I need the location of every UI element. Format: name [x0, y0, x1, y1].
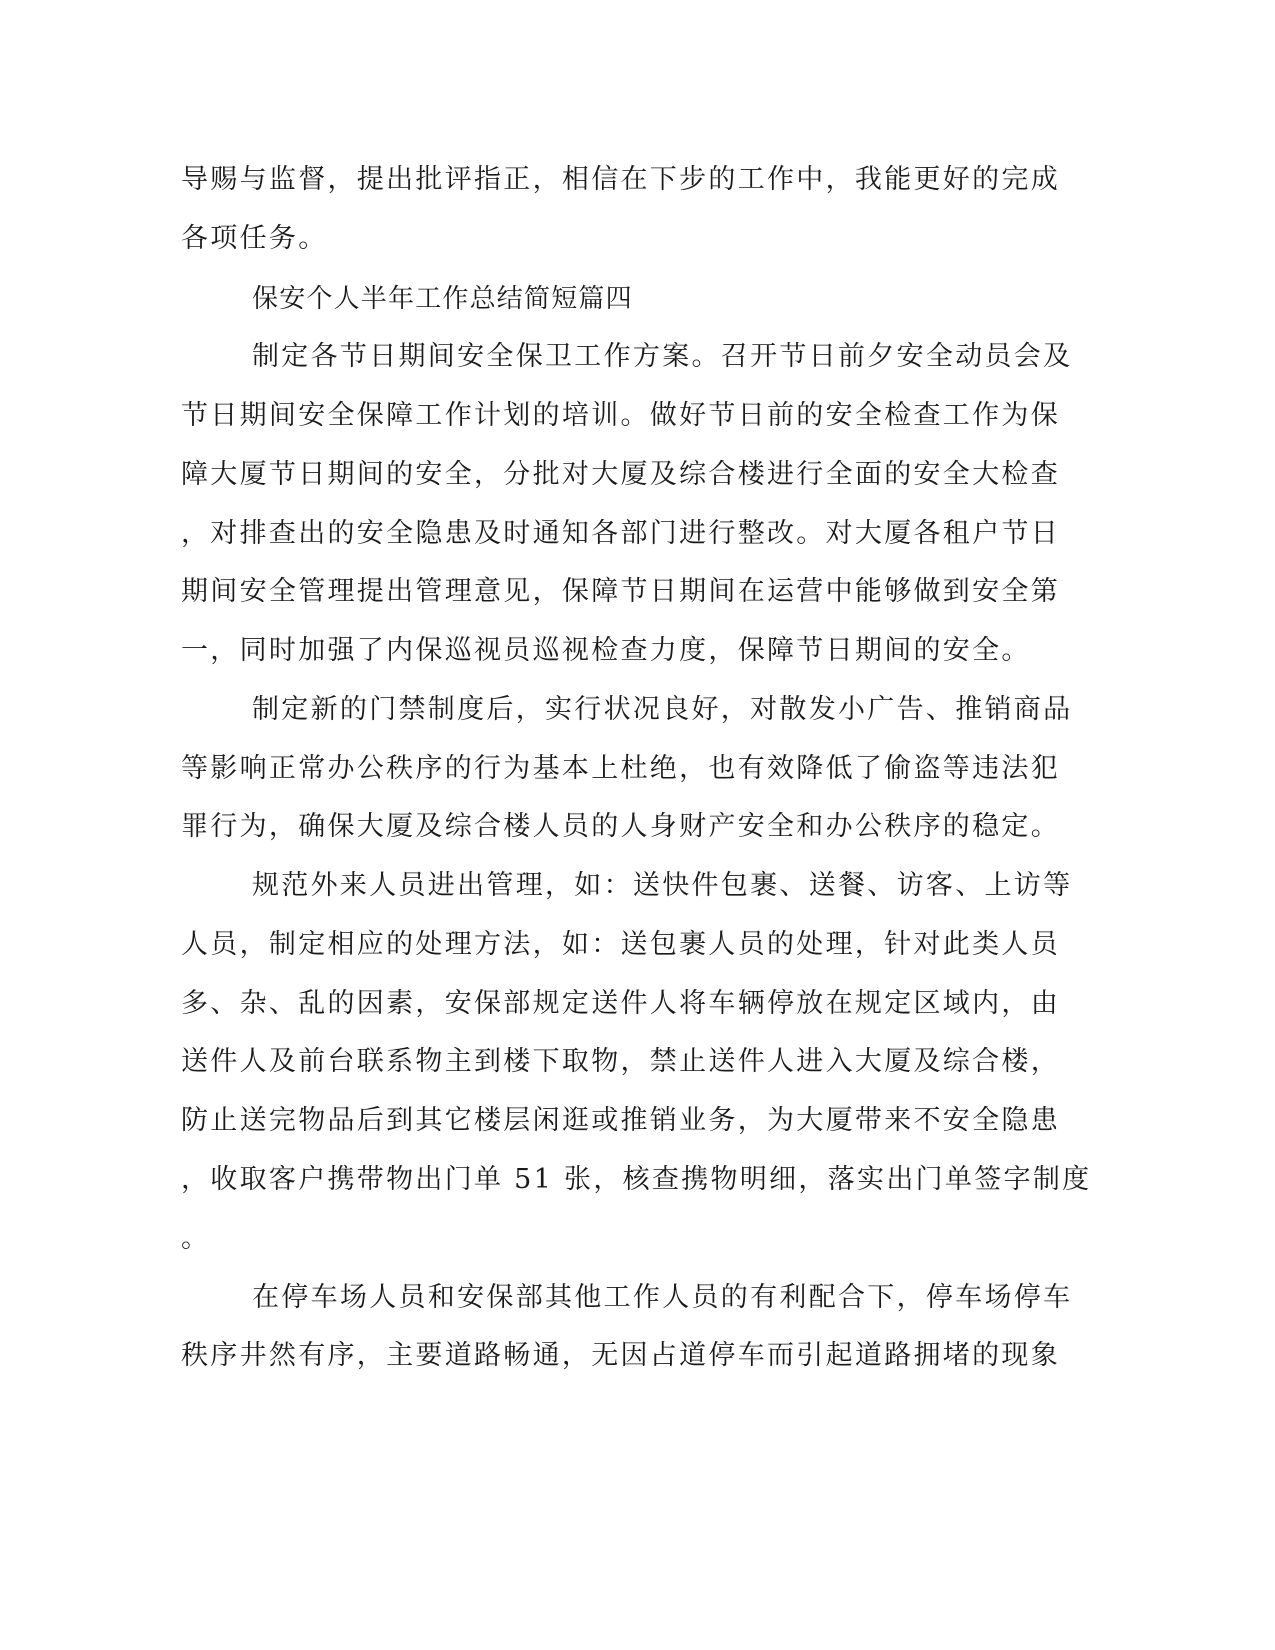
text-line: ，对排查出的安全隐患及时通知各部门进行整改。对大厦各租户节日	[181, 518, 1060, 549]
text-line: 防止送完物品后到其它楼层闲逛或推销业务，为大厦带来不安全隐患	[181, 1105, 1060, 1136]
text-line: 各项任务。	[181, 223, 328, 254]
text-line: ，收取客户携带物出门单 51 张，核查携物明细，落实出门单签字制度	[181, 1164, 1092, 1195]
text-line: 期间安全管理提出管理意见，保障节日期间在运营中能够做到安全第	[181, 576, 1060, 607]
text-line: 节日期间安全保障工作计划的培训。做好节日前的安全检查工作为保	[181, 400, 1060, 431]
section-heading: 保安个人半年工作总结简短篇四	[252, 284, 633, 314]
text-line: 罪行为，确保大厦及综合楼人员的人身财产安全和办公秩序的稳定。	[181, 811, 1060, 842]
paragraph-first-line: 规范外来人员进出管理，如：送快件包裹、送餐、访客、上访等	[252, 870, 1073, 901]
text-line: 等影响正常办公秩序的行为基本上杜绝，也有效降低了偷盗等违法犯	[181, 753, 1060, 784]
text-line: 人员，制定相应的处理方法，如：送包裹人员的处理，针对此类人员	[181, 929, 1060, 960]
text-line: 送件人及前台联系物主到楼下取物，禁止送件人进入大厦及综合楼，	[181, 1046, 1060, 1077]
text-line: 多、杂、乱的因素，安保部规定送件人将车辆停放在规定区域内，由	[181, 988, 1060, 1019]
text-line: 导赐与监督，提出批评指正，相信在下步的工作中，我能更好的完成	[181, 164, 1060, 195]
paragraph-first-line: 制定各节日期间安全保卫工作方案。召开节日前夕安全动员会及	[252, 341, 1073, 372]
text-line: 秩序井然有序，主要道路畅通，无因占道停车而引起道路拥堵的现象	[181, 1340, 1060, 1371]
paragraph-first-line: 在停车场人员和安保部其他工作人员的有利配合下，停车场停车	[252, 1282, 1073, 1313]
text-line: 一，同时加强了内保巡视员巡视检查力度，保障节日期间的安全。	[181, 635, 1031, 666]
text-line: 。	[181, 1223, 211, 1254]
paragraph-first-line: 制定新的门禁制度后，实行状况良好，对散发小广告、推销商品	[252, 694, 1073, 725]
text-line: 障大厦节日期间的安全，分批对大厦及综合楼进行全面的安全大检查	[181, 459, 1060, 490]
